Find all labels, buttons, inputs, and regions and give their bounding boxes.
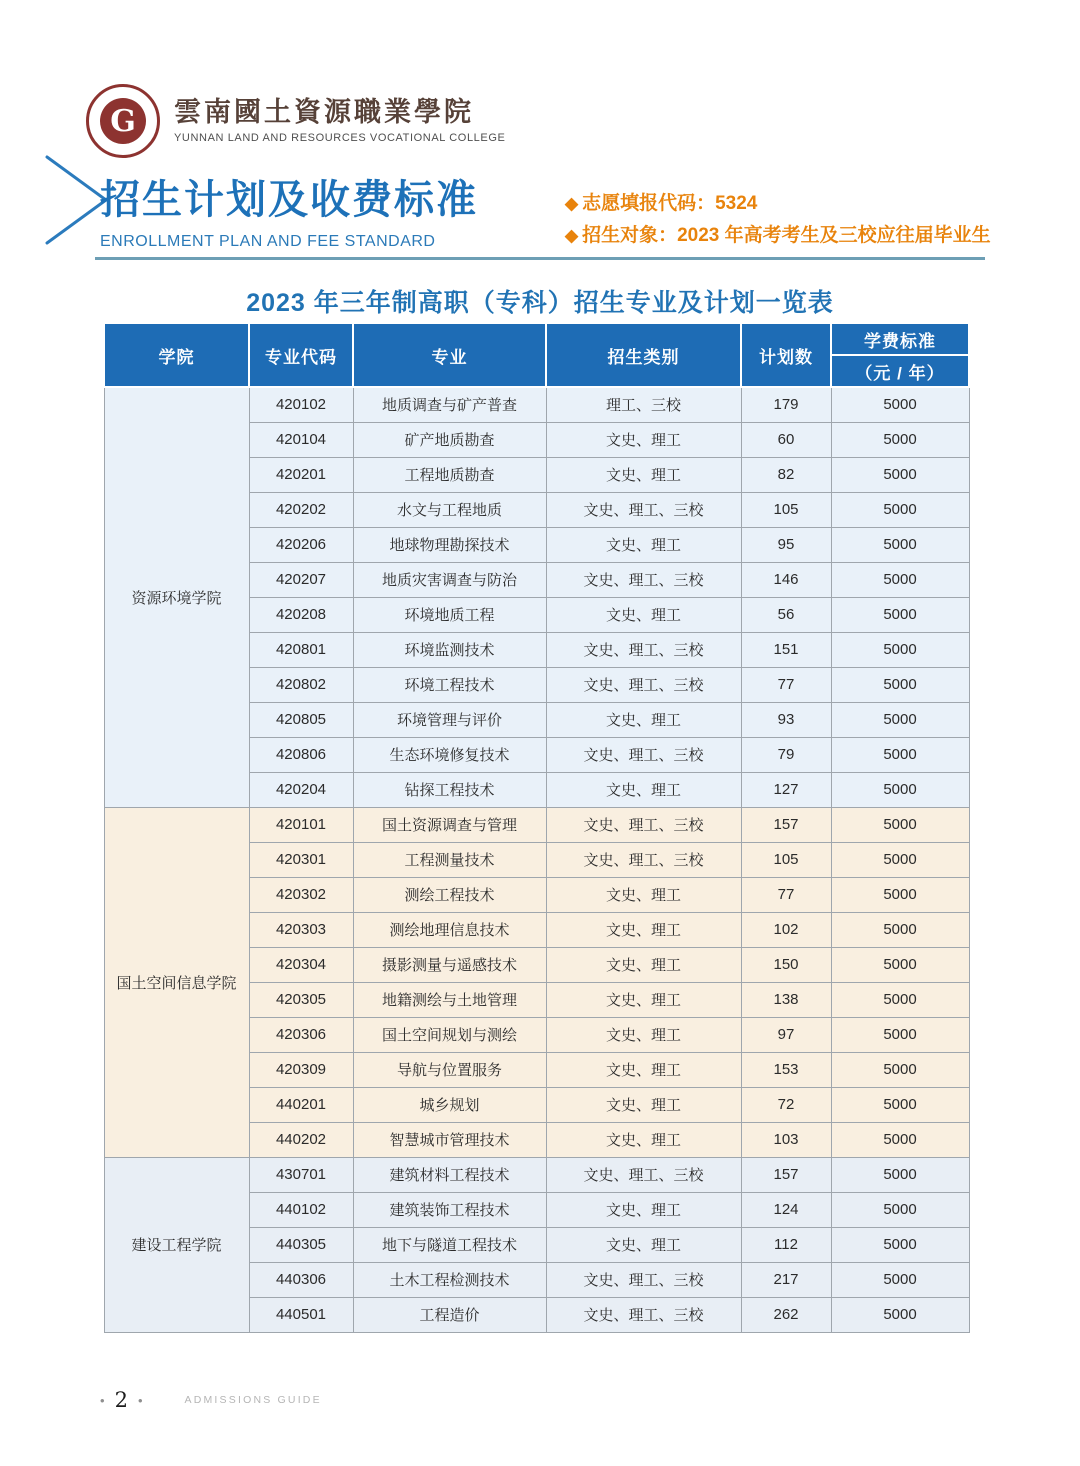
code-cell: 420104 <box>249 422 353 457</box>
code-cell: 440501 <box>249 1297 353 1332</box>
fee-cell: 5000 <box>831 947 969 982</box>
fee-cell: 5000 <box>831 702 969 737</box>
category-cell: 文史、理工、三校 <box>546 1157 741 1192</box>
plan-cell: 157 <box>741 1157 831 1192</box>
code-cell: 420304 <box>249 947 353 982</box>
code-cell: 420303 <box>249 912 353 947</box>
footer-dot-icon: • <box>100 1392 105 1408</box>
major-cell: 地下与隧道工程技术 <box>353 1227 546 1262</box>
plan-cell: 105 <box>741 842 831 877</box>
banner-info <box>565 188 995 252</box>
college-cell: 国土空间信息学院 <box>104 807 249 1157</box>
section-title-block <box>100 168 478 251</box>
plan-cell: 153 <box>741 1052 831 1087</box>
fee-cell: 5000 <box>831 842 969 877</box>
category-cell: 文史、理工 <box>546 457 741 492</box>
fee-cell: 5000 <box>831 597 969 632</box>
code-cell: 420202 <box>249 492 353 527</box>
header-fee-unit: （元 / 年） <box>831 355 969 387</box>
plan-cell: 72 <box>741 1087 831 1122</box>
major-cell: 环境监测技术 <box>353 632 546 667</box>
category-cell: 理工、三校 <box>546 387 741 422</box>
plan-cell: 95 <box>741 527 831 562</box>
fee-cell: 5000 <box>831 457 969 492</box>
code-cell: 420204 <box>249 772 353 807</box>
category-cell: 文史、理工 <box>546 1192 741 1227</box>
plan-cell: 60 <box>741 422 831 457</box>
diamond-bullet-icon: ◆ <box>565 194 579 213</box>
header-major: 专业 <box>353 323 546 387</box>
plan-cell: 262 <box>741 1297 831 1332</box>
code-cell: 420306 <box>249 1017 353 1052</box>
code-cell: 420201 <box>249 457 353 492</box>
plan-cell: 77 <box>741 877 831 912</box>
fee-cell: 5000 <box>831 387 969 422</box>
plan-cell: 79 <box>741 737 831 772</box>
fee-cell: 5000 <box>831 737 969 772</box>
college-cell: 建设工程学院 <box>104 1157 249 1332</box>
seal-emblem: G <box>100 98 146 144</box>
plan-cell: 97 <box>741 1017 831 1052</box>
code-cell: 420208 <box>249 597 353 632</box>
footer-label: ADMISSIONS GUIDE <box>184 1394 322 1406</box>
college-seal-icon <box>86 84 160 158</box>
college-name-cn: 雲南國土資源職業學院 <box>174 97 474 128</box>
code-cell: 420305 <box>249 982 353 1017</box>
code-cell: 420206 <box>249 527 353 562</box>
code-cell: 430701 <box>249 1157 353 1192</box>
fee-cell: 5000 <box>831 1017 969 1052</box>
page-number: 2 <box>114 1388 128 1412</box>
college-cell: 资源环境学院 <box>104 387 249 807</box>
major-cell: 矿产地质勘查 <box>353 422 546 457</box>
major-cell: 建筑装饰工程技术 <box>353 1192 546 1227</box>
fee-cell: 5000 <box>831 772 969 807</box>
category-cell: 文史、理工、三校 <box>546 667 741 702</box>
category-cell: 文史、理工 <box>546 1052 741 1087</box>
fee-cell: 5000 <box>831 877 969 912</box>
major-cell: 地质灾害调查与防治 <box>353 562 546 597</box>
code-cell: 420802 <box>249 667 353 702</box>
table-title: 2023 年三年制高职（专科）招生专业及计划一览表 <box>246 289 834 317</box>
major-cell: 国土空间规划与测绘 <box>353 1017 546 1052</box>
major-cell: 测绘地理信息技术 <box>353 912 546 947</box>
table-row <box>104 387 969 422</box>
major-cell: 建筑材料工程技术 <box>353 1157 546 1192</box>
code-cell: 440102 <box>249 1192 353 1227</box>
category-cell: 文史、理工、三校 <box>546 807 741 842</box>
header-divider <box>95 257 985 260</box>
major-cell: 地质调查与矿产普查 <box>353 387 546 422</box>
category-cell: 文史、理工 <box>546 877 741 912</box>
major-cell: 地球物理勘探技术 <box>353 527 546 562</box>
diamond-bullet-icon: ◆ <box>565 226 579 245</box>
major-cell: 导航与位置服务 <box>353 1052 546 1087</box>
code-cell: 420101 <box>249 807 353 842</box>
category-cell: 文史、理工、三校 <box>546 492 741 527</box>
fee-cell: 5000 <box>831 527 969 562</box>
major-cell: 生态环境修复技术 <box>353 737 546 772</box>
table-row <box>104 1157 969 1192</box>
college-name-block <box>174 84 505 144</box>
category-cell: 文史、理工 <box>546 527 741 562</box>
plan-cell: 146 <box>741 562 831 597</box>
code-cell: 440202 <box>249 1122 353 1157</box>
plan-cell: 151 <box>741 632 831 667</box>
category-cell: 文史、理工、三校 <box>546 1297 741 1332</box>
category-cell: 文史、理工 <box>546 912 741 947</box>
fee-cell: 5000 <box>831 1087 969 1122</box>
category-cell: 文史、理工 <box>546 947 741 982</box>
header-plan: 计划数 <box>741 323 831 387</box>
header-code: 专业代码 <box>249 323 353 387</box>
plan-cell: 103 <box>741 1122 831 1157</box>
code-cell: 420207 <box>249 562 353 597</box>
plan-cell: 56 <box>741 597 831 632</box>
footer-dot-icon: • <box>137 1392 143 1408</box>
fee-cell: 5000 <box>831 1227 969 1262</box>
header-fee: 学费标准 <box>831 323 969 355</box>
fee-cell: 5000 <box>831 1297 969 1332</box>
category-cell: 文史、理工 <box>546 702 741 737</box>
fee-cell: 5000 <box>831 1052 969 1087</box>
header-category: 招生类别 <box>546 323 741 387</box>
plan-cell: 150 <box>741 947 831 982</box>
category-cell: 文史、理工、三校 <box>546 632 741 667</box>
college-logo <box>86 84 505 158</box>
code-cell: 440305 <box>249 1227 353 1262</box>
category-cell: 文史、理工 <box>546 982 741 1017</box>
major-cell: 智慧城市管理技术 <box>353 1122 546 1157</box>
category-cell: 文史、理工、三校 <box>546 737 741 772</box>
fee-cell: 5000 <box>831 422 969 457</box>
fee-cell: 5000 <box>831 807 969 842</box>
page-title: 招生计划及收费标准 <box>100 178 478 222</box>
fee-cell: 5000 <box>831 632 969 667</box>
category-cell: 文史、理工 <box>546 1122 741 1157</box>
category-cell: 文史、理工 <box>546 422 741 457</box>
plan-table-body <box>104 387 969 1332</box>
page-title-en: ENROLLMENT PLAN AND FEE STANDARD <box>100 233 436 250</box>
major-cell: 环境地质工程 <box>353 597 546 632</box>
code-cell: 440306 <box>249 1262 353 1297</box>
category-cell: 文史、理工 <box>546 1017 741 1052</box>
major-cell: 地籍测绘与土地管理 <box>353 982 546 1017</box>
category-cell: 文史、理工 <box>546 1227 741 1262</box>
code-cell: 420302 <box>249 877 353 912</box>
major-cell: 工程测量技术 <box>353 842 546 877</box>
fee-cell: 5000 <box>831 1122 969 1157</box>
plan-cell: 127 <box>741 772 831 807</box>
major-cell: 城乡规划 <box>353 1087 546 1122</box>
enroll-target-line <box>565 220 995 252</box>
category-cell: 文史、理工 <box>546 772 741 807</box>
category-cell: 文史、理工 <box>546 1087 741 1122</box>
plan-cell: 93 <box>741 702 831 737</box>
major-cell: 测绘工程技术 <box>353 877 546 912</box>
code-cell: 420801 <box>249 632 353 667</box>
fee-cell: 5000 <box>831 1192 969 1227</box>
fee-cell: 5000 <box>831 667 969 702</box>
major-cell: 工程地质勘查 <box>353 457 546 492</box>
volunteer-code-text: 志愿填报代码：5324 <box>582 193 758 214</box>
category-cell: 文史、理工、三校 <box>546 562 741 597</box>
major-cell: 摄影测量与遥感技术 <box>353 947 546 982</box>
plan-cell: 124 <box>741 1192 831 1227</box>
plan-cell: 77 <box>741 667 831 702</box>
code-cell: 420301 <box>249 842 353 877</box>
plan-cell: 82 <box>741 457 831 492</box>
plan-cell: 157 <box>741 807 831 842</box>
enroll-target-text: 招生对象：2023 年高考考生及三校应往届毕业生 <box>582 225 991 246</box>
plan-cell: 102 <box>741 912 831 947</box>
plan-cell: 105 <box>741 492 831 527</box>
code-cell: 420102 <box>249 387 353 422</box>
fee-cell: 5000 <box>831 492 969 527</box>
code-cell: 420806 <box>249 737 353 772</box>
major-cell: 土木工程检测技术 <box>353 1262 546 1297</box>
major-cell: 钻探工程技术 <box>353 772 546 807</box>
header-college: 学院 <box>104 323 249 387</box>
plan-cell: 179 <box>741 387 831 422</box>
fee-cell: 5000 <box>831 982 969 1017</box>
fee-cell: 5000 <box>831 1262 969 1297</box>
fee-cell: 5000 <box>831 1157 969 1192</box>
major-cell: 环境管理与评价 <box>353 702 546 737</box>
category-cell: 文史、理工 <box>546 597 741 632</box>
page-footer <box>100 1388 322 1412</box>
major-cell: 国土资源调查与管理 <box>353 807 546 842</box>
major-cell: 工程造价 <box>353 1297 546 1332</box>
table-row <box>104 807 969 842</box>
college-name-en: YUNNAN LAND AND RESOURCES VOCATIONAL COLLEGE <box>174 132 506 144</box>
volunteer-code-line <box>565 188 995 220</box>
plan-cell: 112 <box>741 1227 831 1262</box>
fee-cell: 5000 <box>831 562 969 597</box>
major-cell: 水文与工程地质 <box>353 492 546 527</box>
plan-cell: 217 <box>741 1262 831 1297</box>
major-cell: 环境工程技术 <box>353 667 546 702</box>
plan-cell: 138 <box>741 982 831 1017</box>
code-cell: 420805 <box>249 702 353 737</box>
code-cell: 420309 <box>249 1052 353 1087</box>
code-cell: 440201 <box>249 1087 353 1122</box>
enrollment-plan-table <box>103 322 970 1333</box>
category-cell: 文史、理工、三校 <box>546 1262 741 1297</box>
table-header <box>104 323 969 387</box>
category-cell: 文史、理工、三校 <box>546 842 741 877</box>
fee-cell: 5000 <box>831 912 969 947</box>
